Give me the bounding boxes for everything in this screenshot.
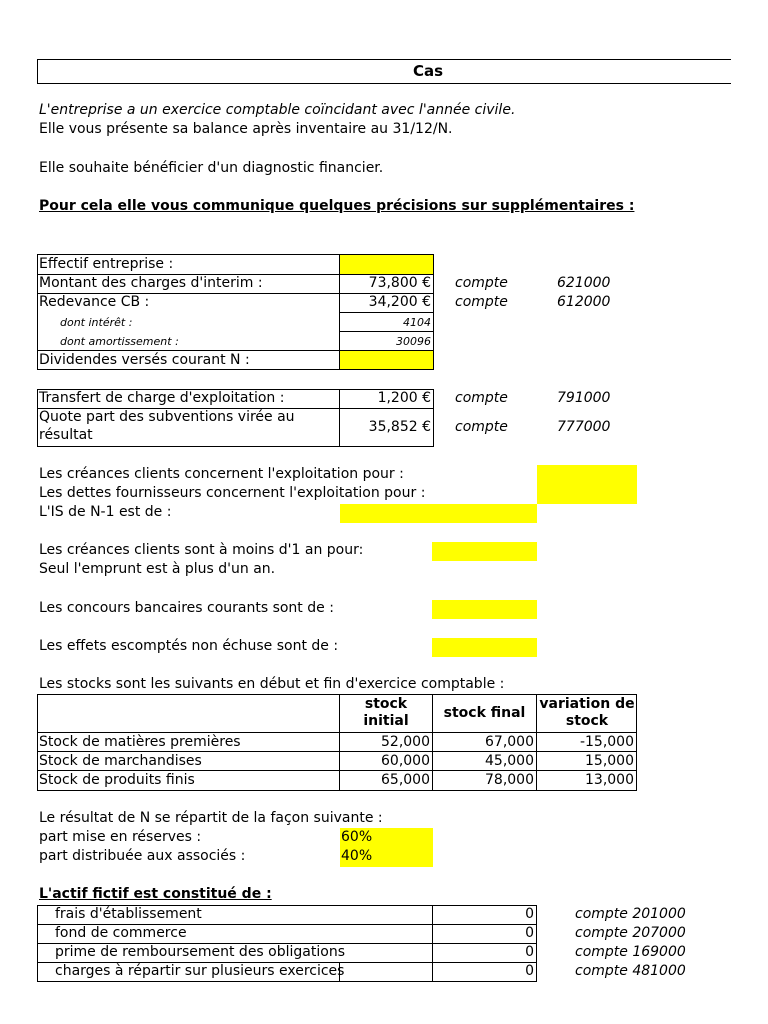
actif-charges-account: compte 481000	[575, 963, 686, 979]
stock-mp-final: 67,000	[485, 734, 534, 750]
actif-frais-label: frais d'établissement	[55, 906, 202, 922]
actif-frais-value: 0	[525, 906, 534, 922]
stock-march-variation: 15,000	[585, 753, 634, 769]
transfert-label: Transfert de charge d'exploitation :	[39, 390, 285, 406]
redevance-value: 34,200 €	[368, 294, 431, 310]
distrib-value: 40%	[341, 848, 373, 864]
subventions-label-1: Quote part des subventions virée au	[39, 409, 295, 425]
interim-value: 73,800 €	[368, 275, 431, 291]
intro-line-2: Elle vous présente sa balance après inventaire au 31/12/N.	[39, 121, 453, 137]
subventions-value: 35,852 €	[368, 419, 431, 435]
stock-march-initial: 60,000	[381, 753, 430, 769]
question-creances: Les créances clients concernent l'exploitation pour :	[39, 466, 404, 482]
concours-highlight	[432, 600, 537, 619]
creances-dettes-highlight	[537, 465, 637, 504]
actif-prime-account: compte 169000	[575, 944, 686, 960]
stock-mp-initial: 52,000	[381, 734, 430, 750]
creances-1an-highlight	[432, 542, 537, 561]
question-dettes: Les dettes fournisseurs concernent l'exploitation pour :	[39, 485, 426, 501]
amortissement-label: dont amortissement :	[60, 335, 179, 348]
intro-line-3: Elle souhaite bénéficier d'un diagnostic financier.	[39, 160, 384, 176]
actif-fond-label: fond de commerce	[55, 925, 187, 941]
redevance-account: 612000	[557, 294, 611, 310]
stock-mp-label: Stock de matières premières	[39, 734, 241, 750]
actif-fond-value: 0	[525, 925, 534, 941]
question-stocks: Les stocks sont les suivants en début et fin d'exercice comptable :	[39, 676, 505, 692]
page-title: Cas	[412, 62, 444, 80]
subventions-label-2: résultat	[39, 427, 93, 443]
intro-line-1: L'entreprise a un exercice comptable coïncidant avec l'année civile.	[39, 102, 516, 118]
actif-charges-value: 0	[525, 963, 534, 979]
result-intro: Le résultat de N se répartit de la façon suivante :	[39, 810, 383, 826]
stock-mp-variation: -15,000	[579, 734, 634, 750]
question-creances-1an: Les créances clients sont à moins d'1 an pour:	[39, 542, 364, 558]
stocks-header-initial: stock initial	[363, 696, 409, 729]
interim-note: compte	[455, 275, 508, 291]
stock-pf-final: 78,000	[485, 772, 534, 788]
actif-prime-label: prime de remboursement des obligations	[55, 944, 345, 960]
stock-march-final: 45,000	[485, 753, 534, 769]
actif-heading: L'actif fictif est constitué de :	[39, 886, 272, 902]
actif-prime-value: 0	[525, 944, 534, 960]
interet-label: dont intérêt :	[60, 316, 133, 329]
dividendes-label: Dividendes versés courant N :	[39, 352, 250, 368]
subventions-account: 777000	[557, 419, 611, 435]
transfert-value: 1,200 €	[377, 390, 431, 406]
reserve-value: 60%	[341, 829, 373, 845]
subventions-note: compte	[455, 419, 508, 435]
stocks-header-variation: variation de stock	[539, 696, 635, 729]
stock-pf-initial: 65,000	[381, 772, 430, 788]
transfert-account: 791000	[557, 390, 611, 406]
effectif-label: Effectif entreprise :	[39, 256, 174, 272]
stocks-header-final: stock final	[443, 705, 526, 721]
actif-frais-account: compte 201000	[575, 906, 686, 922]
interim-account: 621000	[557, 275, 611, 291]
actif-charges-label: charges à répartir sur plusieurs exercices	[55, 963, 345, 979]
amortissement-value: 30096	[396, 335, 431, 348]
stock-march-label: Stock de marchandises	[39, 753, 202, 769]
question-concours: Les concours bancaires courants sont de :	[39, 600, 334, 616]
stock-pf-label: Stock de produits finis	[39, 772, 195, 788]
actif-fond-account: compte 207000	[575, 925, 686, 941]
redevance-label: Redevance CB :	[39, 294, 150, 310]
interim-label: Montant des charges d'interim :	[39, 275, 263, 291]
redevance-note: compte	[455, 294, 508, 310]
distrib-label: part distribuée aux associés :	[39, 848, 246, 864]
effets-highlight	[432, 638, 537, 657]
is-highlight	[340, 504, 537, 523]
transfert-note: compte	[455, 390, 508, 406]
stock-pf-variation: 13,000	[585, 772, 634, 788]
question-effets: Les effets escomptés non échuse sont de :	[39, 638, 339, 654]
reserve-label: part mise en réserves :	[39, 829, 202, 845]
question-is: L'IS de N-1 est de :	[39, 504, 172, 520]
intro-heading: Pour cela elle vous communique quelques précisions sur supplémentaires :	[39, 198, 635, 214]
interet-value: 4104	[403, 316, 431, 329]
question-emprunt: Seul l'emprunt est à plus d'un an.	[39, 561, 276, 577]
